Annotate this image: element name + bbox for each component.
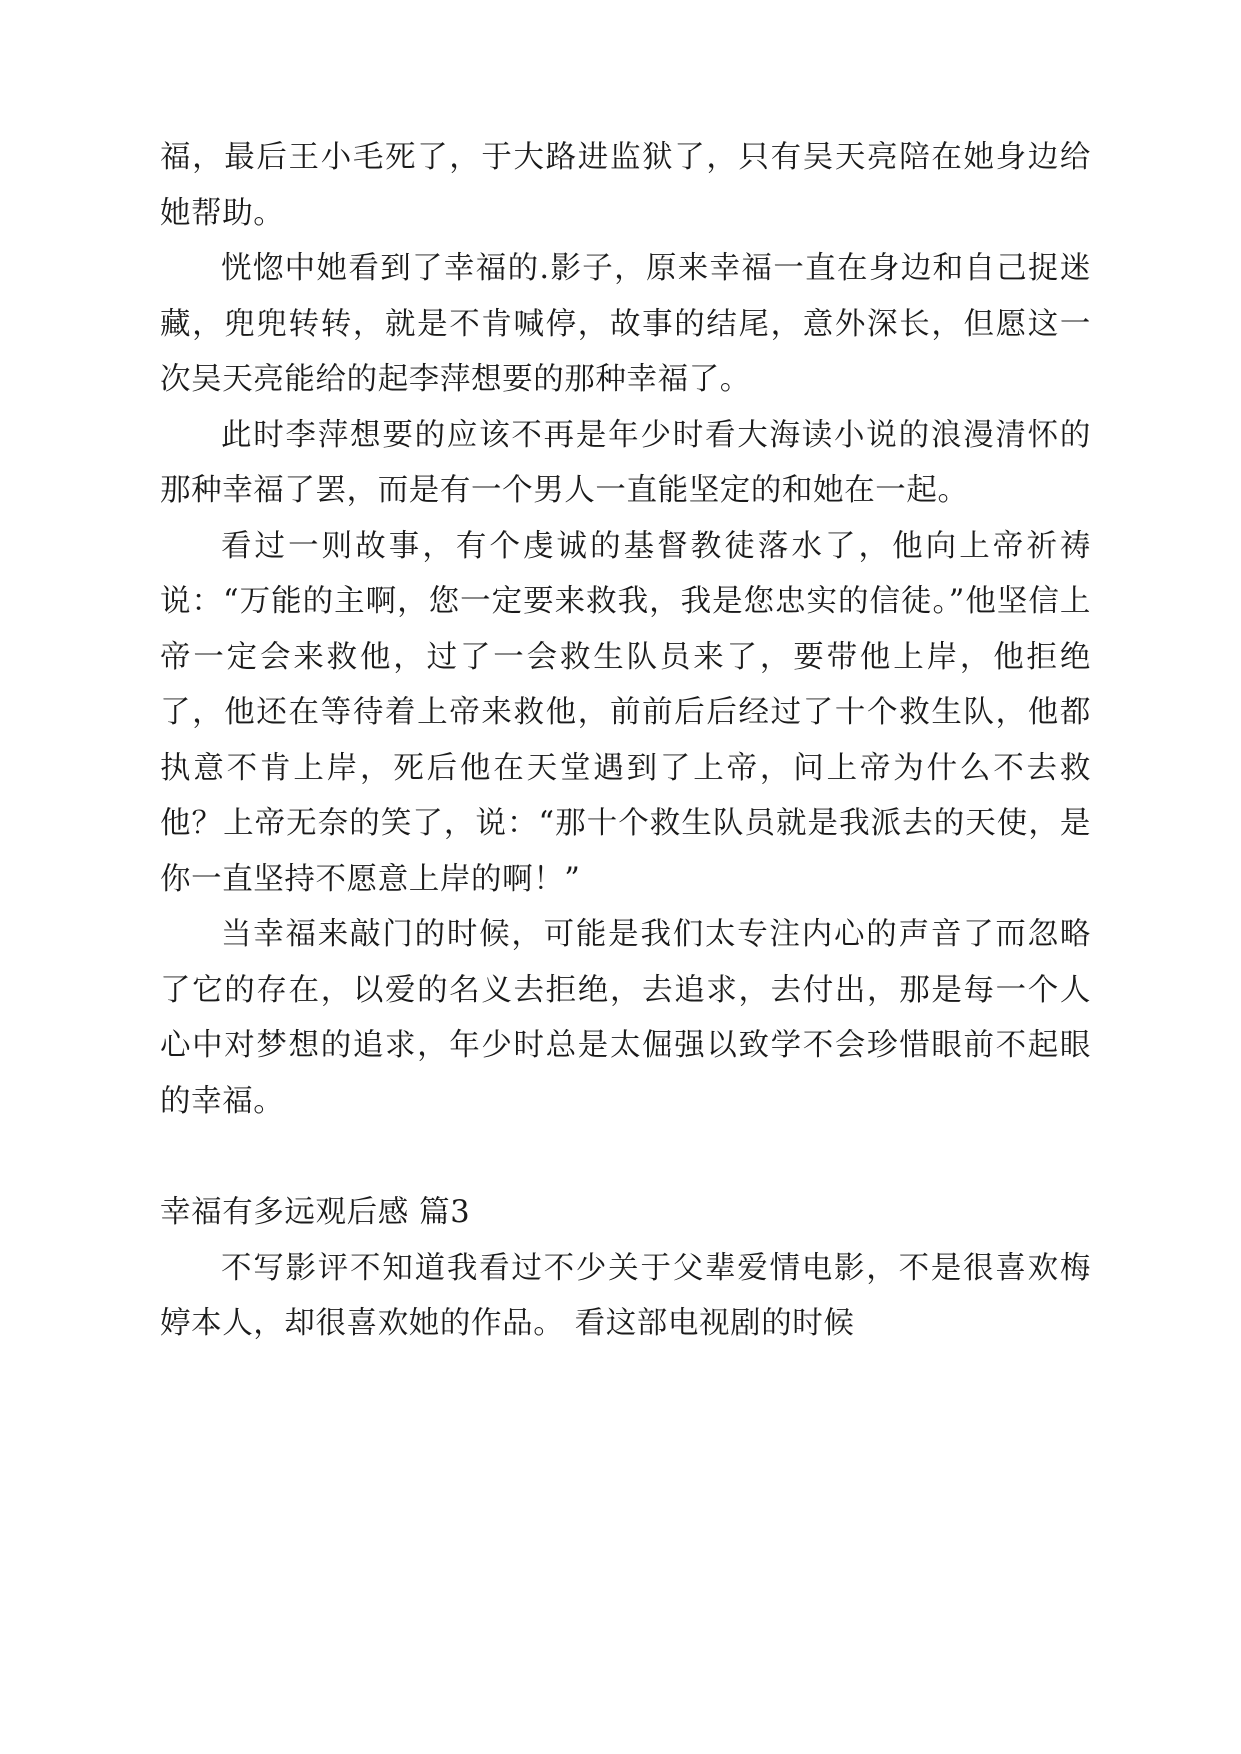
paragraph: 恍惚中她看到了幸福的.影子，原来幸福一直在身边和自己捉迷藏，兜兜转转，就是不肯喊停，故事的结尾，意外深长，但愿这一次吴天亮能给的起李萍想要的那种幸福了。 bbox=[160, 251, 1091, 397]
paragraph: 福，最后王小毛死了，于大路进监狱了，只有吴天亮陪在她身边给她帮助。 bbox=[160, 140, 1091, 231]
section-spacer bbox=[160, 1129, 1091, 1185]
paragraph: 看过一则故事，有个虔诚的基督教徒落水了，他向上帝祈祷说：“万能的主啊，您一定要来救我，我是您忠实的信徒。”他坚信上帝一定会来救他，过了一会救生队员来了，要带他上岸，他拒绝了，他还在等待着上帝来救他，前前后后经过了十个救生队，他都执意不肯上岸，死后他在天堂遇到了上帝，问上帝为什么不去救他？上帝无奈的笑了，说：“那十个救生队员就是我派去的天使，是你一直坚持不愿意上岸的啊！” bbox=[160, 528, 1091, 897]
paragraph: 此时李萍想要的应该不再是年少时看大海读小说的浪漫清怀的那种幸福了罢，而是有一个男人一直能坚定的和她在一起。 bbox=[160, 417, 1091, 508]
section-heading: 幸福有多远观后感 篇3 bbox=[160, 1195, 471, 1230]
document-body bbox=[160, 130, 1091, 1352]
paragraph: 不写影评不知道我看过不少关于父辈爱情电影，不是很喜欢梅婷本人，却很喜欢她的作品。 看这部电视剧的时候 bbox=[160, 1250, 1091, 1341]
paragraph: 当幸福来敲门的时候，可能是我们太专注内心的声音了而忽略了它的存在，以爱的名义去拒绝，去追求，去付出，那是每一个人心中对梦想的追求，年少时总是太倔强以致学不会珍惜眼前不起眼的幸福。 bbox=[160, 917, 1091, 1119]
